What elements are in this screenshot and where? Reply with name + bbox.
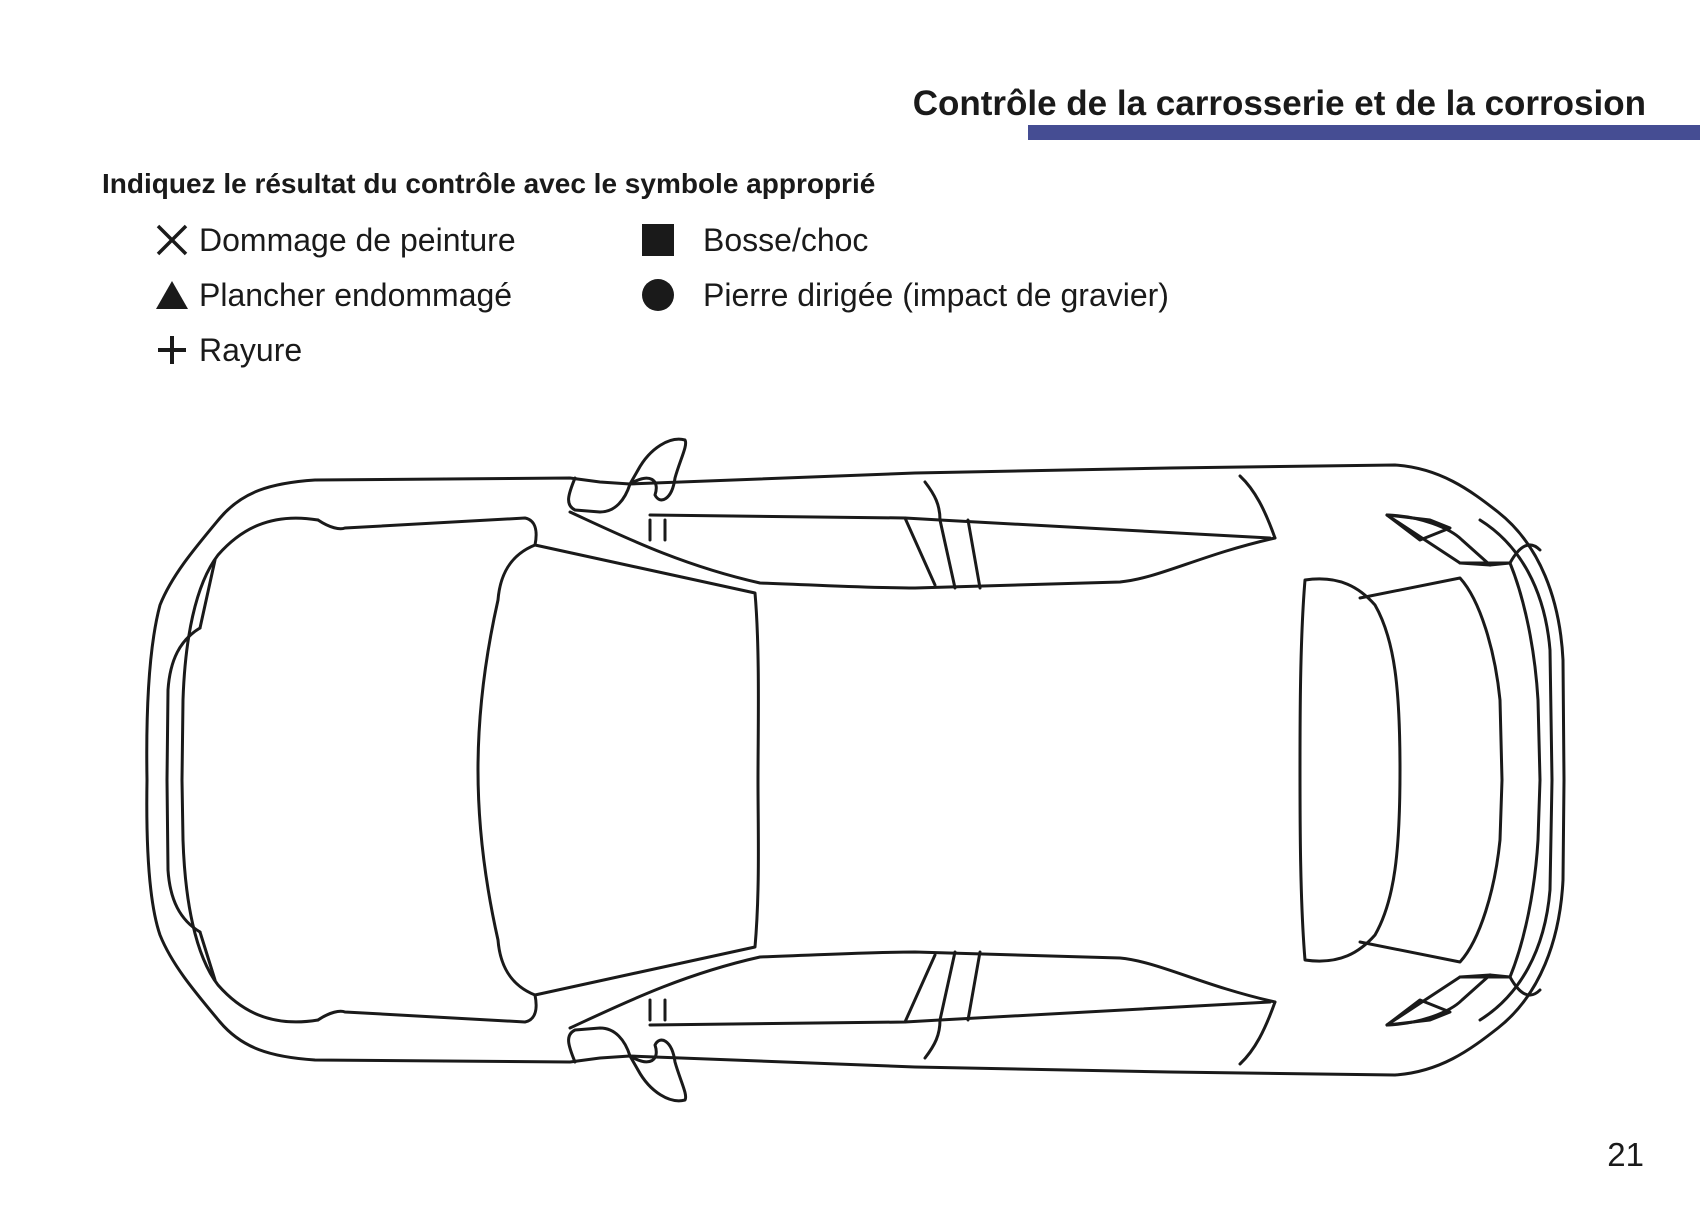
- car-mirror-top: [630, 439, 686, 500]
- legend-label: Rayure: [199, 331, 303, 368]
- car-mirror-bottom: [630, 1040, 686, 1101]
- legend-label: Pierre dirigée (impact de gravier): [703, 276, 1169, 313]
- page-number: 21: [1607, 1136, 1644, 1173]
- legend-label: Bosse/choc: [703, 221, 869, 258]
- car-rear-window: [1300, 579, 1400, 961]
- car-windshield: [478, 545, 758, 995]
- legend-label: Dommage de peinture: [199, 221, 516, 258]
- instruction-text: Indiquez le résultat du contrôle avec le symbole approprié: [102, 168, 876, 199]
- car-body-outline: [147, 465, 1564, 1075]
- page-title: Contrôle de la carrosserie et de la corrosion: [912, 84, 1646, 123]
- legend-label: Plancher endommagé: [199, 276, 513, 313]
